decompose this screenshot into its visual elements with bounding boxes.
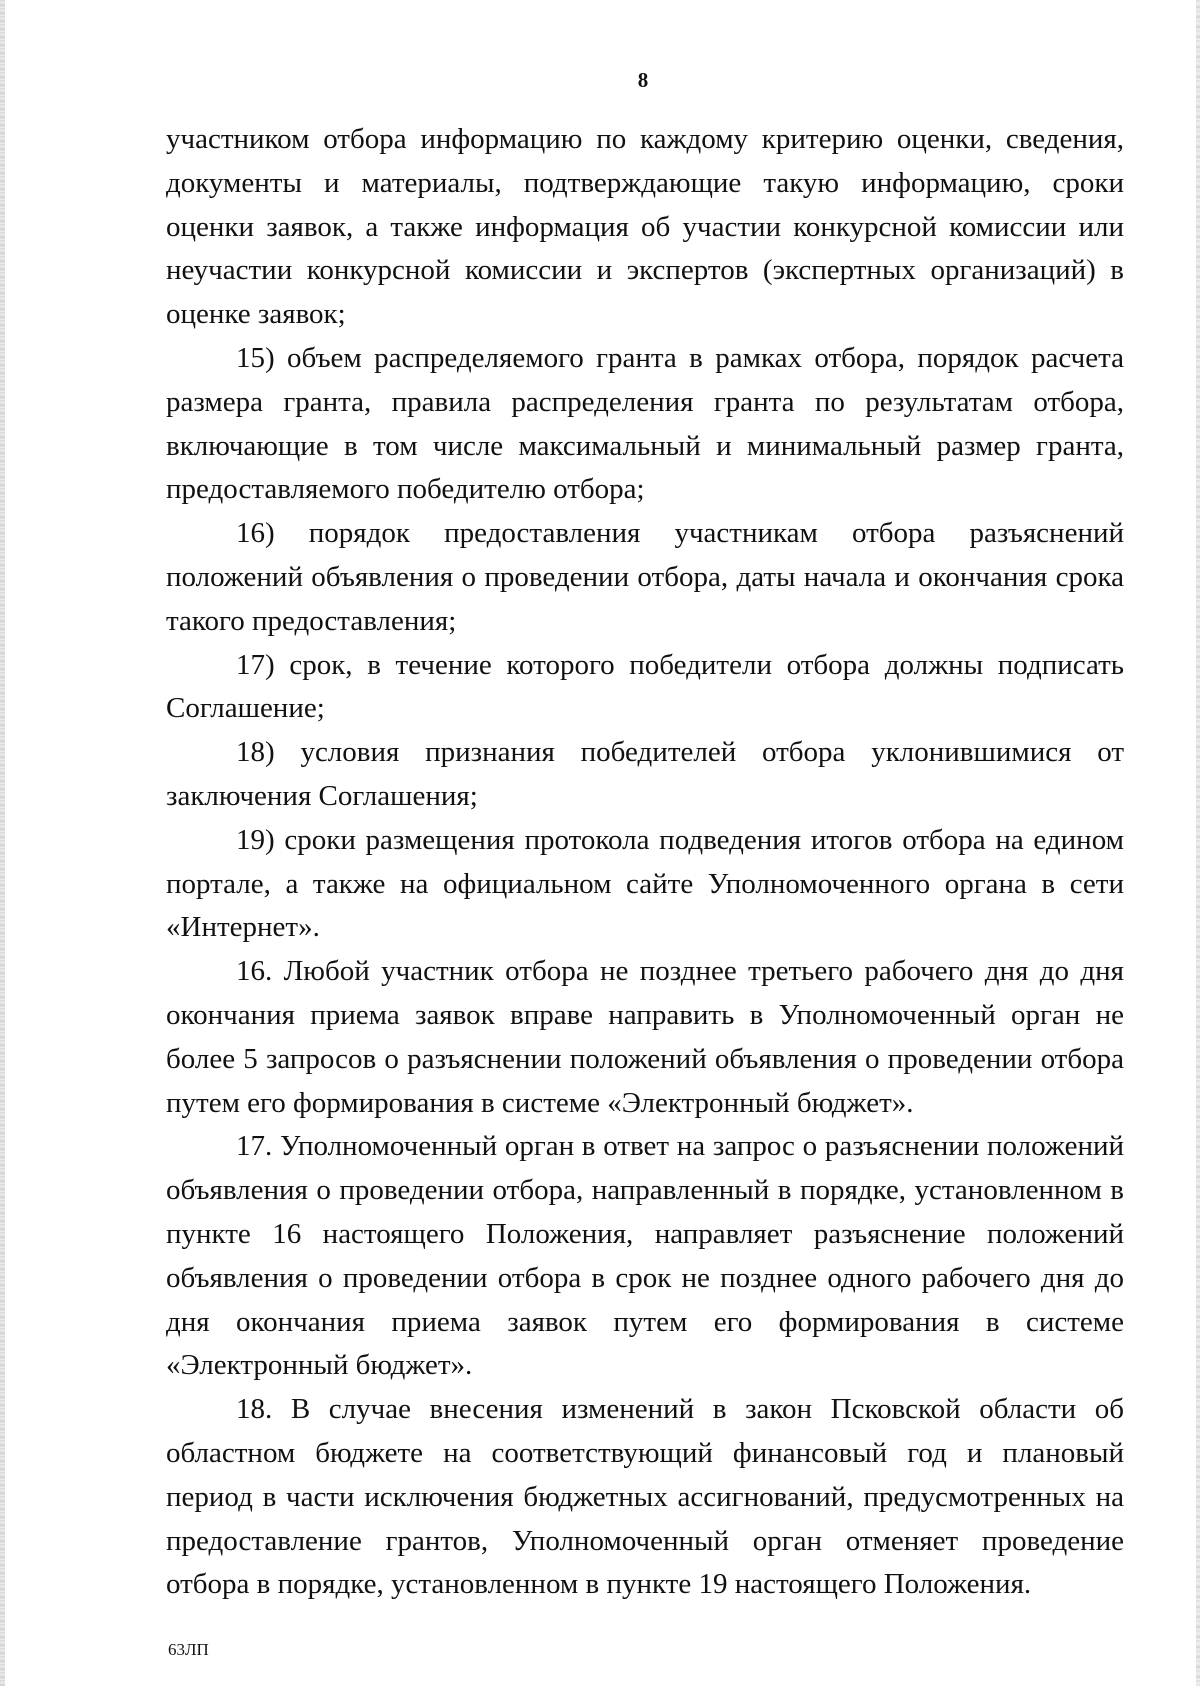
- list-item-15: 15) объем распределяемого гранта в рамках отбора, порядок расчета размера гранта, правила распределения гранта по результатам отбора, включающие в том числе максимальный и минимальный размер гранта, предоставляемого победителю отбора;: [166, 341, 1124, 506]
- list-item-18: 18) условия признания победителей отбора уклонившимися от заключения Соглашения;: [166, 736, 1124, 812]
- clause-16: 16. Любой участник отбора не позднее третьего рабочего дня до дня окончания приема заявок вправе направить в Уполномоченный орган не более 5 запросов о разъяснении положений объявления о проведении отбора путем его формирования в системе «Электронный бюджет».: [166, 955, 1124, 1119]
- list-item-16: 16) порядок предоставления участникам отбора разъяснений положений объявления о проведении отбора, даты начала и окончания срока такого предоставления;: [166, 517, 1124, 637]
- footer-document-code: 63ЛП: [168, 1640, 209, 1659]
- list-item-19: 19) сроки размещения протокола подведения итогов отбора на едином портале, а также на официальном сайте Уполномоченного органа в сети «Интернет».: [166, 823, 1124, 944]
- document-body: [166, 118, 1124, 1607]
- clause-17: 17. Уполномоченный орган в ответ на запрос о разъяснении положений объявления о проведении отбора, направленный в порядке, установленном в пункте 16 настоящего Положения, направляет разъяснение положений объявления о проведении отбора в срок не позднее одного рабочего дня до дня окончания приема заявок путем его формирования в системе «Электронный бюджет».: [166, 1130, 1124, 1382]
- scan-edge-left: [0, 0, 5, 1686]
- page-number: 8: [637, 68, 649, 92]
- list-item-17: 17) срок, в течение которого победители отбора должны подписать Соглашение;: [166, 648, 1124, 725]
- clause-18: 18. В случае внесения изменений в закон Псковской области об областном бюджете на соответствующий финансовый год и плановый период в части исключения бюджетных ассигнований, предусмотренных на предоставление грантов, Уполномоченный орган отменяет проведение отбора в порядке, установленном в пункте 19 настоящего Положения.: [166, 1393, 1124, 1601]
- scan-edge-right: [1196, 0, 1200, 1686]
- paragraph-continuation: участником отбора информацию по каждому критерию оценки, сведения, документы и материалы, подтверждающие такую информацию, сроки оценки заявок, а также информация об участии конкурсной комиссии или неучастии конкурсной комиссии и экспертов (экспертных организаций) в оценке заявок;: [166, 123, 1124, 331]
